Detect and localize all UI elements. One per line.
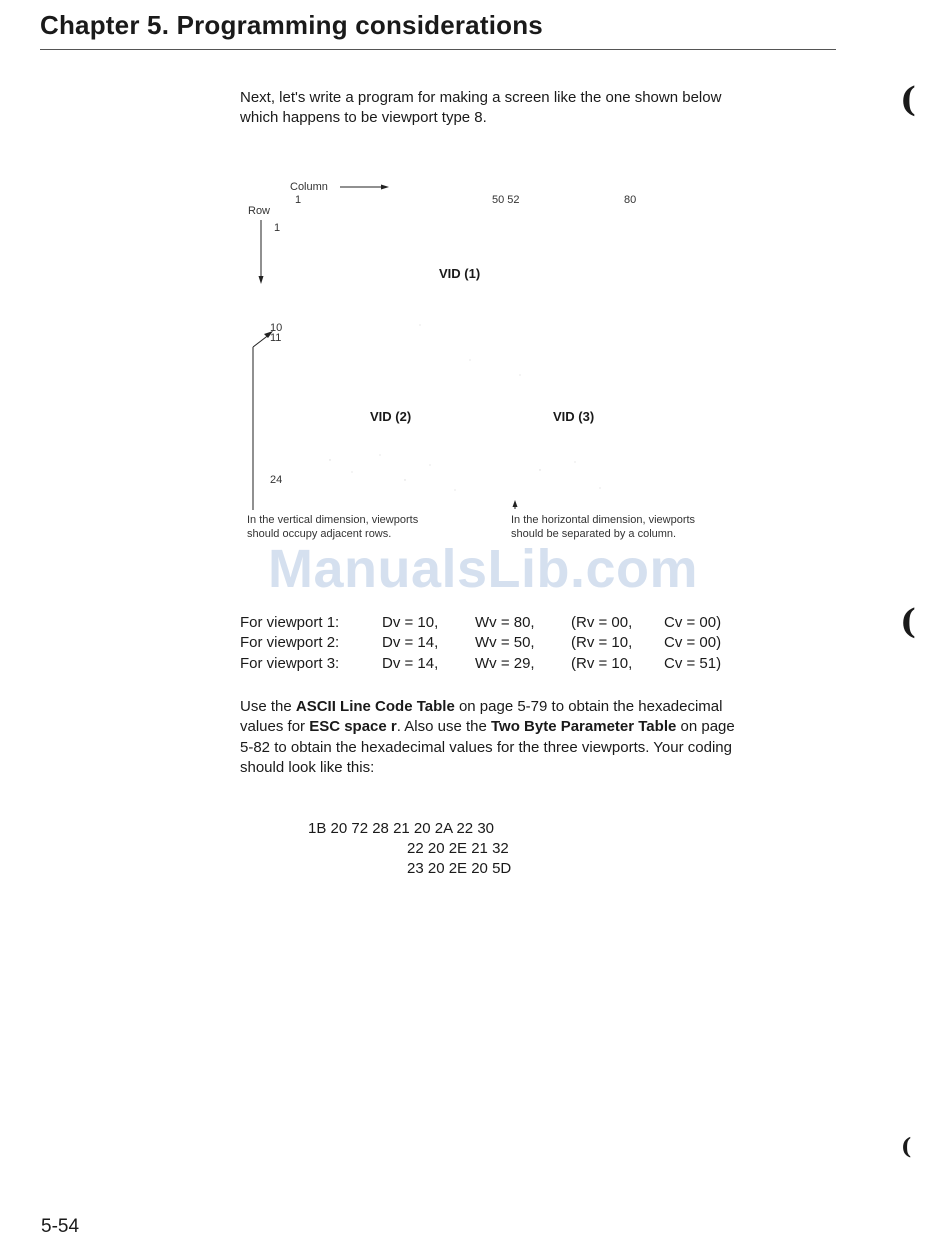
viewport-rv: (Rv = 00,: [571, 614, 633, 631]
column-80-label: 80: [624, 194, 637, 206]
margin-bracket-middle: (: [900, 602, 917, 642]
viewport-diagram: [0, 0, 950, 560]
horizontal-note-line-1: In the horizontal dimension, viewports: [511, 514, 696, 526]
row-arrow-head: [259, 276, 264, 284]
viewport-cv: Cv = 00): [664, 634, 722, 651]
viewport-wv: Wv = 80,: [475, 614, 535, 631]
viewport-rv: (Rv = 10,: [571, 655, 633, 672]
viewport-wv: Wv = 50,: [475, 634, 535, 651]
row-1-label: 1: [274, 222, 281, 234]
viewport-cv: Cv = 00): [664, 614, 722, 631]
esc-space-r-ref: ESC space r: [309, 718, 397, 735]
vid-2-label: VID (2): [370, 409, 412, 424]
watermark: ManualsLib.com: [268, 539, 699, 599]
instructions-line-3: 5-82 to obtain the hexadecimal values for the three viewports. Your coding: [240, 739, 732, 756]
code-line-1: 1B 20 72 28 21 20 2A 22 30: [308, 820, 494, 837]
column-1-label: 1: [295, 194, 302, 206]
instructions-line-1: Use the ASCII Line Code Table on page 5-79 to obtain the hexadecimal: [240, 698, 723, 715]
row-label: Row: [248, 205, 271, 217]
column-arrow-head: [381, 185, 389, 190]
intro-line-1: Next, let's write a program for making a screen like the one shown below: [240, 89, 722, 106]
column-50-52-label: 50 52: [492, 194, 520, 206]
viewport-rv: (Rv = 10,: [571, 634, 633, 651]
two-byte-parameter-table-ref: Two Byte Parameter Table: [490, 718, 677, 735]
vid-3-label: VID (3): [553, 409, 595, 424]
intro-line-2: which happens to be viewport type 8.: [240, 109, 487, 126]
vertical-note-line-1: In the vertical dimension, viewports: [247, 514, 419, 526]
vid-1-label: VID (1): [439, 266, 481, 281]
viewport-label: For viewport 1:: [240, 614, 340, 631]
row-10-label: 10: [270, 322, 283, 334]
viewport-wv: Wv = 29,: [475, 655, 535, 672]
chapter-title: Chapter 5. Programming considerations: [40, 10, 543, 40]
horizontal-note-line-2: should be separated by a column.: [511, 528, 677, 540]
code-line-2: 22 20 2E 21 32: [407, 840, 509, 857]
viewport-dv: Dv = 10,: [382, 614, 439, 631]
row-24-label: 24: [270, 474, 283, 486]
margin-bracket-bottom: (: [901, 1134, 912, 1160]
code-line-3: 23 20 2E 20 5D: [407, 860, 512, 877]
instructions-line-4: should look like this:: [240, 759, 375, 776]
viewport-dv: Dv = 14,: [382, 655, 439, 672]
margin-bracket-top: (: [900, 80, 917, 120]
viewport-dv: Dv = 14,: [382, 634, 439, 651]
ascii-line-code-table-ref: ASCII Line Code Table: [295, 698, 455, 715]
faint-scan-specks: [329, 324, 600, 490]
row-11-label: 11: [270, 332, 282, 344]
viewport-cv: Cv = 51): [664, 655, 722, 672]
column-label: Column: [290, 181, 328, 193]
viewport-label: For viewport 2:: [240, 634, 340, 651]
horizontal-note-pointer-head: [513, 500, 518, 507]
page-number: 5-54: [41, 1216, 80, 1237]
viewport-label: For viewport 3:: [240, 655, 340, 672]
instructions-line-2: values for ESC space r. Also use the Two Byte Parameter Table on page: [240, 718, 735, 735]
vertical-note-line-2: should occupy adjacent rows.: [247, 528, 392, 540]
